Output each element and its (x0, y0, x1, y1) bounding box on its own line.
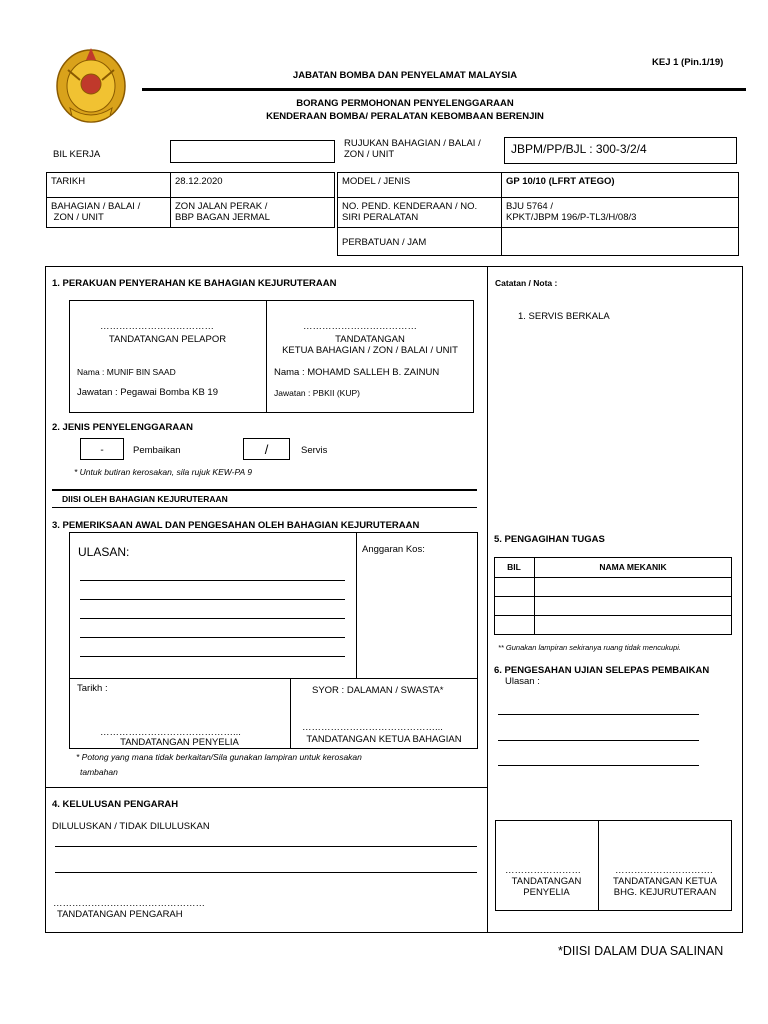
rujukan-value: JBPM/PP/BJL : 300-3/2/4 (511, 142, 647, 156)
ulasan-line-2[interactable] (80, 599, 345, 600)
no-pend-label-1: NO. PEND. KENDERAAN / NO. (342, 201, 478, 212)
no-pend-label-2: SIRI PERALATAN (342, 212, 419, 223)
s1-right-sign-2: KETUA BAHAGIAN / ZON / BALAI / UNIT (282, 345, 458, 356)
s1-left-post: Jawatan : Pegawai Bomba KB 19 (77, 387, 219, 398)
tarikh-value: 28.12.2020 (175, 176, 223, 187)
s3-tarikh: Tarikh : (77, 683, 108, 694)
servis-mark: / (264, 442, 269, 457)
s6-sign2-line1: TANDATANGAN KETUA (613, 876, 717, 887)
s1-right-name: Nama : MOHAMD SALLEH B. ZAINUN (274, 367, 440, 378)
s6-dots-1: …………………… (505, 865, 581, 876)
bahagian-value-2: BBP BAGAN JERMAL (175, 212, 270, 223)
s1-left-name: Nama : MUNIF BIN SAAD (77, 367, 176, 377)
model-label-cell (337, 172, 502, 198)
diisi-rule-top (52, 489, 477, 491)
model-label: MODEL / JENIS (342, 176, 411, 187)
no-pend-label-cell (337, 197, 502, 228)
s3-sign-left: TANDATANGAN PENYELIA (120, 737, 239, 748)
form-code: KEJ 1 (Pin.1/19) (652, 57, 724, 68)
s1-right-sign-1: TANDATANGAN (335, 334, 405, 345)
mekanik-row-2[interactable] (535, 597, 731, 614)
s4-dots: ………………………………………… (53, 898, 205, 909)
bil-kerja-field[interactable] (170, 140, 335, 163)
s4-line-1[interactable] (55, 846, 477, 847)
perbatuan-field[interactable] (501, 227, 739, 256)
s4-heading: 4. KELULUSAN PENGARAH (52, 799, 179, 810)
tarikh-field[interactable] (170, 172, 335, 198)
rujukan-field[interactable] (504, 137, 737, 164)
header-rule (142, 88, 746, 91)
pembaikan-label: Pembaikan (133, 445, 181, 456)
perbatuan-label: PERBATUAN / JAM (342, 237, 427, 248)
jbpm-crest-icon (50, 40, 132, 130)
s4-top-rule (46, 787, 487, 788)
perbatuan-label-cell (337, 227, 502, 256)
form-title-line1: BORANG PERMOHONAN PENYELENGGARAAN (296, 98, 514, 109)
s6-line-2[interactable] (498, 740, 699, 741)
no-pend-value-2: KPKT/JBPM 196/P-TL3/H/08/3 (506, 212, 637, 223)
s6-sign1-line1: TANDATANGAN (511, 876, 582, 887)
servis-label: Servis (301, 445, 328, 456)
s6-ulasan: Ulasan : (505, 676, 540, 687)
s3-dots-left: ……………………………………... (100, 727, 241, 738)
pembaikan-mark: - (100, 445, 104, 456)
ulasan-line-5[interactable] (80, 656, 345, 657)
s3-note-2: tambahan (80, 767, 118, 777)
s3-dots-right: ……………………………………... (302, 722, 443, 733)
catatan-label: Catatan / Nota : (495, 278, 558, 288)
form-title-line2: KENDERAAN BOMBA/ PERALATAN KEBOMBAAN BERENJIN (266, 111, 544, 122)
s6-dots-2: …………………………. (615, 865, 713, 876)
s3-hdivider (69, 678, 478, 679)
no-pend-value-1: BJU 5764 / (506, 201, 553, 212)
catatan-item: 1. SERVIS BERKALA (518, 311, 610, 322)
col-bil: BIL (507, 562, 521, 572)
s6-sign2-line2: BHG. KEJURUTERAAN (613, 887, 717, 898)
ulasan-line-1[interactable] (80, 580, 345, 581)
s1-signature-divider (266, 300, 267, 413)
s3-syor: SYOR : DALAMAN / SWASTA* (312, 685, 444, 696)
s3-sign-right: TANDATANGAN KETUA BAHAGIAN (306, 734, 462, 745)
s3-heading: 3. PEMERIKSAAN AWAL DAN PENGESAHAN OLEH BAHAGIAN KEJURUTERAAN (52, 520, 420, 531)
s1-heading: 1. PERAKUAN PENYERAHAN KE BAHAGIAN KEJURUTERAAN (52, 278, 337, 289)
s3-vdivider-top (356, 532, 357, 678)
s5-heading: 5. PENGAGIHAN TUGAS (494, 534, 605, 545)
mekanik-row-1[interactable] (535, 578, 731, 595)
s2-heading: 2. JENIS PENYELENGGARAAN (52, 422, 193, 433)
lampiran-note: ** Gunakan lampiran sekiranya ruang tidak mencukupi. (498, 643, 682, 652)
bahagian-field[interactable] (170, 197, 335, 228)
s6-sign1-line2: PENYELIA (523, 887, 570, 898)
s2-note: * Untuk butiran kerosakan, sila rujuk KEW-PA 9 (74, 467, 252, 477)
main-divider (487, 266, 488, 933)
bahagian-label-2: ZON / UNIT (53, 212, 104, 223)
pembaikan-checkbox[interactable] (80, 438, 124, 460)
s6-line-1[interactable] (498, 714, 699, 715)
s1-right-dots: ……………………………… (303, 321, 417, 332)
s3-anggaran: Anggaran Kos: (362, 544, 425, 555)
s4-line-2[interactable] (55, 872, 477, 873)
rujukan-label-1: RUJUKAN BAHAGIAN / BALAI / (344, 138, 481, 149)
s4-options[interactable]: DILULUSKAN / TIDAK DILULUSKAN (52, 821, 210, 832)
s1-left-dots: ……………………………… (100, 321, 214, 332)
s3-ulasan: ULASAN: (78, 545, 130, 559)
no-pend-field[interactable] (501, 197, 739, 228)
mekanik-row-3[interactable] (535, 616, 731, 634)
bil-kerja-label: BIL KERJA (53, 149, 101, 160)
diisi-label: DIISI OLEH BAHAGIAN KEJURUTERAAN (62, 494, 228, 504)
s1-right-post: Jawatan : PBKII (KUP) (274, 388, 360, 398)
s6-line-3[interactable] (498, 765, 699, 766)
bahagian-value-1: ZON JALAN PERAK / (175, 201, 268, 212)
servis-checkbox[interactable] (243, 438, 290, 460)
footer-note: *DIISI DALAM DUA SALINAN (558, 944, 724, 958)
rujukan-label-2: ZON / UNIT (344, 149, 395, 160)
ulasan-line-3[interactable] (80, 618, 345, 619)
department-title: JABATAN BOMBA DAN PENYELAMAT MALAYSIA (292, 70, 518, 81)
s6-heading: 6. PENGESAHAN UJIAN SELEPAS PEMBAIKAN (494, 665, 710, 676)
ulasan-line-4[interactable] (80, 637, 345, 638)
tarikh-label: TARIKH (51, 176, 86, 187)
tarikh-label-cell (46, 172, 171, 198)
diisi-rule-bottom (52, 507, 477, 508)
model-value: GP 10/10 (LFRT ATEGO) (506, 176, 615, 187)
s3-box (69, 532, 478, 749)
model-field[interactable] (501, 172, 739, 198)
s1-left-sign: TANDATANGAN PELAPOR (108, 334, 227, 345)
bahagian-label-1: BAHAGIAN / BALAI / (51, 201, 141, 212)
col-nama-mekanik: NAMA MEKANIK (599, 562, 667, 572)
s3-note-1: * Potong yang mana tidak berkaitan/Sila gunakan lampiran untuk kerosakan (76, 752, 362, 762)
s4-sign: TANDATANGAN PENGARAH (57, 909, 183, 920)
bahagian-label-cell (46, 197, 171, 228)
